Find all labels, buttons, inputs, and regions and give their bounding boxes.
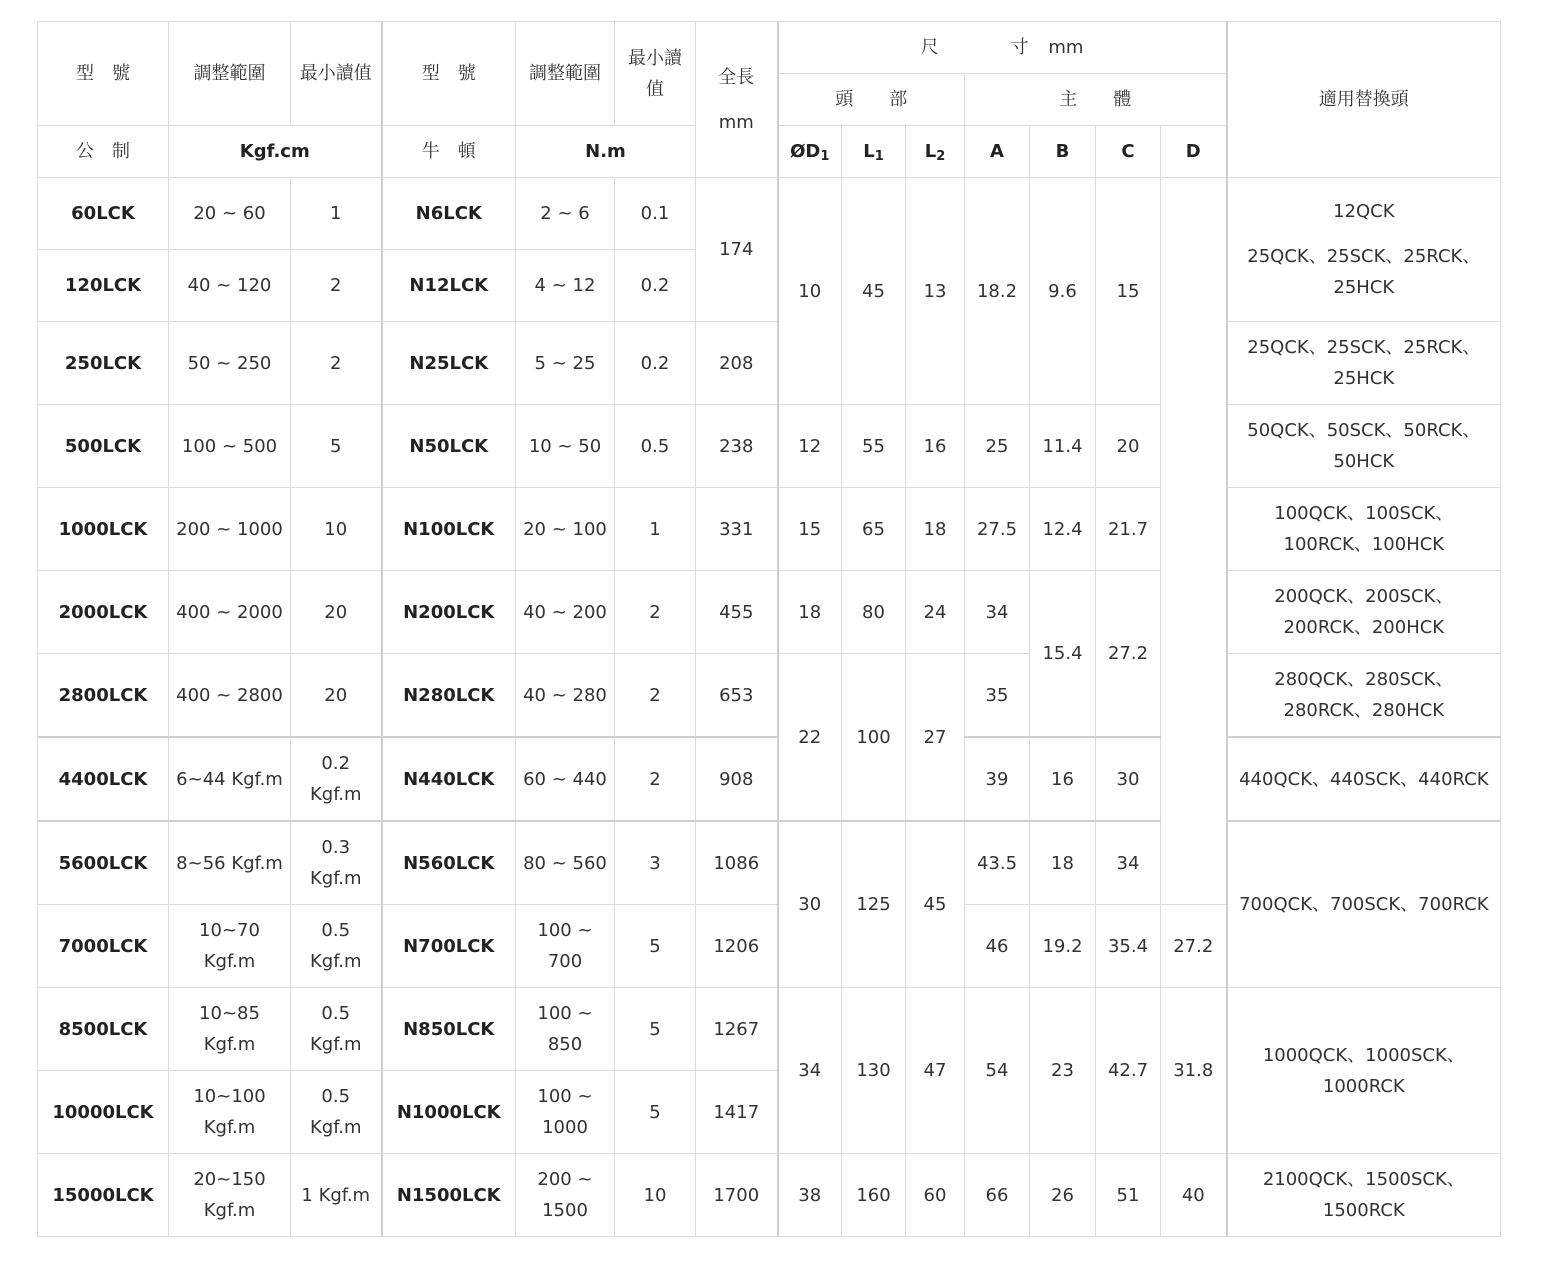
header-length [696, 22, 778, 178]
model-cell: 8500LCK [38, 988, 169, 1071]
newton-range-cell: 2 ~ 6 [516, 178, 615, 250]
newton-range-cell: 10 ~ 50 [516, 405, 615, 488]
header-model-newton: 型 號 [382, 22, 516, 126]
header-replacement: 適用替換頭 [1227, 22, 1501, 178]
header-newton: 牛 頓 [382, 126, 516, 178]
l2-cell: 47 [906, 988, 965, 1154]
length-cell: 1417 [696, 1071, 778, 1154]
l1-cell: 160 [842, 1154, 906, 1237]
table-row [38, 571, 1501, 654]
newton-range-cell: 40 ~ 280 [516, 654, 615, 738]
newton-range-cell: 4 ~ 12 [516, 250, 615, 322]
b-cell: 18 [1030, 821, 1096, 905]
c-cell: 20 [1096, 405, 1161, 488]
newton-min-cell: 1 [615, 488, 696, 571]
b-cell: 15.4 [1030, 571, 1096, 738]
header-length-label: 全長 [718, 66, 755, 88]
header-d1: $ØD_1$ [778, 126, 842, 178]
header-body: 主 體 [965, 74, 1227, 126]
min-cell: 2 [291, 250, 382, 322]
replacement-cell: 100QCK、100SCK、 100RCK、100HCK [1227, 488, 1501, 571]
a-cell: 27.5 [965, 488, 1030, 571]
newton-range-cell: 100 ~ 1000 [516, 1071, 615, 1154]
d-cell: 27.2 [1161, 905, 1227, 988]
header-l1: $L_1$ [842, 126, 906, 178]
range-cell: 50 ~ 250 [169, 322, 291, 405]
replacement-cell: 1000QCK、1000SCK、 1000RCK [1227, 988, 1501, 1154]
l1-cell: 65 [842, 488, 906, 571]
newton-model-cell: N12LCK [382, 250, 516, 322]
l1-cell: 125 [842, 821, 906, 988]
header-length-unit: mm [718, 111, 754, 133]
header-range: 調整範圍 [169, 22, 291, 126]
newton-model-cell: N440LCK [382, 737, 516, 821]
newton-model-cell: N1500LCK [382, 1154, 516, 1237]
length-cell: 1206 [696, 905, 778, 988]
b-cell: 23 [1030, 988, 1096, 1154]
a-cell: 25 [965, 405, 1030, 488]
d1-cell: 34 [778, 988, 842, 1154]
range-cell: 10~100 Kgf.m [169, 1071, 291, 1154]
d1-cell: 18 [778, 571, 842, 654]
header-l2: $L_2$ [906, 126, 965, 178]
length-cell: 1267 [696, 988, 778, 1071]
newton-range-cell: 5 ~ 25 [516, 322, 615, 405]
a-cell: 46 [965, 905, 1030, 988]
length-cell: 653 [696, 654, 778, 738]
range-cell: 200 ~ 1000 [169, 488, 291, 571]
c-cell: 21.7 [1096, 488, 1161, 571]
newton-min-cell: 5 [615, 988, 696, 1071]
c-cell: 15 [1096, 178, 1161, 405]
l2-cell: 45 [906, 821, 965, 988]
table-row [38, 737, 1501, 821]
min-cell: 0.5 Kgf.m [291, 1071, 382, 1154]
model-cell: 1000LCK [38, 488, 169, 571]
min-cell: 0.5 Kgf.m [291, 905, 382, 988]
table-row [38, 988, 1501, 1071]
newton-min-cell: 2 [615, 737, 696, 821]
c-cell: 27.2 [1096, 571, 1161, 738]
range-cell: 10~85 Kgf.m [169, 988, 291, 1071]
c-cell: 35.4 [1096, 905, 1161, 988]
range-cell: 40 ~ 120 [169, 250, 291, 322]
l2-cell: 18 [906, 488, 965, 571]
c-cell: 34 [1096, 821, 1161, 905]
newton-model-cell: N50LCK [382, 405, 516, 488]
newton-model-cell: N6LCK [382, 178, 516, 250]
length-cell: 238 [696, 405, 778, 488]
header-newton-unit: N.m [516, 126, 696, 178]
newton-min-cell: 0.2 [615, 250, 696, 322]
min-cell: 2 [291, 322, 382, 405]
range-cell: 20~150 Kgf.m [169, 1154, 291, 1237]
min-cell: 10 [291, 488, 382, 571]
l2-cell: 60 [906, 1154, 965, 1237]
model-cell: 60LCK [38, 178, 169, 250]
header-min: 最小讀值 [291, 22, 382, 126]
l1-cell: 80 [842, 571, 906, 654]
l2-cell: 13 [906, 178, 965, 405]
header-metric: 公 制 [38, 126, 169, 178]
b-cell: 26 [1030, 1154, 1096, 1237]
table-row [38, 178, 1501, 250]
a-cell: 34 [965, 571, 1030, 654]
l1-cell: 55 [842, 405, 906, 488]
length-cell: 1700 [696, 1154, 778, 1237]
header-b: B [1030, 126, 1096, 178]
model-cell: 10000LCK [38, 1071, 169, 1154]
c-cell: 51 [1096, 1154, 1161, 1237]
replacement-cell: 280QCK、280SCK、 280RCK、280HCK [1227, 654, 1501, 738]
table-row [38, 322, 1501, 405]
min-cell: 1 [291, 178, 382, 250]
min-cell: 20 [291, 571, 382, 654]
a-cell: 54 [965, 988, 1030, 1154]
d-cell: 31.8 [1161, 988, 1227, 1154]
d1-cell: 22 [778, 654, 842, 822]
b-cell: 9.6 [1030, 178, 1096, 405]
newton-range-cell: 200 ~ 1500 [516, 1154, 615, 1237]
min-cell: 20 [291, 654, 382, 738]
newton-model-cell: N280LCK [382, 654, 516, 738]
newton-model-cell: N700LCK [382, 905, 516, 988]
replacement-cell: 200QCK、200SCK、 200RCK、200HCK [1227, 571, 1501, 654]
range-cell: 6~44 Kgf.m [169, 737, 291, 821]
b-cell: 11.4 [1030, 405, 1096, 488]
replacement-cell: 2100QCK、1500SCK、 1500RCK [1227, 1154, 1501, 1237]
newton-min-cell: 2 [615, 654, 696, 738]
newton-range-cell: 60 ~ 440 [516, 737, 615, 821]
range-cell: 10~70 Kgf.m [169, 905, 291, 988]
newton-min-cell: 0.2 [615, 322, 696, 405]
newton-model-cell: N560LCK [382, 821, 516, 905]
newton-range-cell: 20 ~ 100 [516, 488, 615, 571]
model-cell: 500LCK [38, 405, 169, 488]
model-cell: 4400LCK [38, 737, 169, 821]
range-cell: 20 ~ 60 [169, 178, 291, 250]
b-cell: 16 [1030, 737, 1096, 821]
replacement-cell: 12QCK 25QCK、25SCK、25RCK、 25HCK [1227, 178, 1501, 322]
newton-min-cell: 5 [615, 1071, 696, 1154]
min-cell: 0.2 Kgf.m [291, 737, 382, 821]
newton-range-cell: 40 ~ 200 [516, 571, 615, 654]
newton-range-cell: 100 ~ 850 [516, 988, 615, 1071]
min-cell: 0.5 Kgf.m [291, 988, 382, 1071]
range-cell: 100 ~ 500 [169, 405, 291, 488]
newton-model-cell: N850LCK [382, 988, 516, 1071]
d1-cell: 10 [778, 178, 842, 405]
header-metric-unit: Kgf.cm [169, 126, 382, 178]
replacement-cell: 700QCK、700SCK、700RCK [1227, 821, 1501, 988]
l1-cell: 130 [842, 988, 906, 1154]
length-cell: 908 [696, 737, 778, 821]
newton-min-cell: 5 [615, 905, 696, 988]
model-cell: 5600LCK [38, 821, 169, 905]
newton-min-cell: 3 [615, 821, 696, 905]
model-cell: 7000LCK [38, 905, 169, 988]
l2-cell: 16 [906, 405, 965, 488]
b-cell: 19.2 [1030, 905, 1096, 988]
d1-cell: 12 [778, 405, 842, 488]
range-cell: 8~56 Kgf.m [169, 821, 291, 905]
header-dimension-unit: mm [1048, 37, 1084, 58]
length-cell: 208 [696, 322, 778, 405]
range-cell: 400 ~ 2800 [169, 654, 291, 738]
header-range-newton: 調整範圍 [516, 22, 615, 126]
d1-cell: 15 [778, 488, 842, 571]
torque-wrench-spec-table [37, 21, 1501, 1237]
model-cell: 120LCK [38, 250, 169, 322]
range-cell: 400 ~ 2000 [169, 571, 291, 654]
newton-min-cell: 0.5 [615, 405, 696, 488]
c-cell: 42.7 [1096, 988, 1161, 1154]
header-head: 頭 部 [778, 74, 965, 126]
min-cell: 5 [291, 405, 382, 488]
l2-cell: 27 [906, 654, 965, 822]
replacement-cell: 25QCK、25SCK、25RCK、 25HCK [1227, 322, 1501, 405]
newton-min-cell: 10 [615, 1154, 696, 1237]
d1-cell: 30 [778, 821, 842, 988]
model-cell: 250LCK [38, 322, 169, 405]
newton-min-cell: 2 [615, 571, 696, 654]
a-cell: 43.5 [965, 821, 1030, 905]
table-row [38, 488, 1501, 571]
replacement-cell: 440QCK、440SCK、440RCK [1227, 737, 1501, 821]
newton-range-cell: 100 ~ 700 [516, 905, 615, 988]
header-min-newton: 最小讀值 [615, 22, 696, 126]
length-cell: 455 [696, 571, 778, 654]
model-cell: 2800LCK [38, 654, 169, 738]
length-cell: 174 [696, 178, 778, 322]
newton-model-cell: N200LCK [382, 571, 516, 654]
d1-cell: 38 [778, 1154, 842, 1237]
header-dimension [778, 22, 1227, 74]
a-cell: 18.2 [965, 178, 1030, 405]
c-cell: 30 [1096, 737, 1161, 821]
newton-min-cell: 0.1 [615, 178, 696, 250]
d-cell-empty [1161, 178, 1227, 905]
a-cell: 35 [965, 654, 1030, 738]
newton-model-cell: N1000LCK [382, 1071, 516, 1154]
table-row [38, 1154, 1501, 1237]
header-c: C [1096, 126, 1161, 178]
b-cell: 12.4 [1030, 488, 1096, 571]
header-dimension-label: 尺 寸 [920, 37, 1029, 58]
l1-cell: 45 [842, 178, 906, 405]
min-cell: 1 Kgf.m [291, 1154, 382, 1237]
newton-range-cell: 80 ~ 560 [516, 821, 615, 905]
header-model: 型 號 [38, 22, 169, 126]
table-row [38, 821, 1501, 905]
header-a: A [965, 126, 1030, 178]
min-cell: 0.3 Kgf.m [291, 821, 382, 905]
l1-cell: 100 [842, 654, 906, 822]
model-cell: 2000LCK [38, 571, 169, 654]
table-row [38, 654, 1501, 738]
replacement-cell: 50QCK、50SCK、50RCK、 50HCK [1227, 405, 1501, 488]
newton-model-cell: N25LCK [382, 322, 516, 405]
l2-cell: 24 [906, 571, 965, 654]
header-d: D [1161, 126, 1227, 178]
length-cell: 331 [696, 488, 778, 571]
a-cell: 39 [965, 737, 1030, 821]
a-cell: 66 [965, 1154, 1030, 1237]
d-cell: 40 [1161, 1154, 1227, 1237]
length-cell: 1086 [696, 821, 778, 905]
model-cell: 15000LCK [38, 1154, 169, 1237]
table-row [38, 405, 1501, 488]
newton-model-cell: N100LCK [382, 488, 516, 571]
